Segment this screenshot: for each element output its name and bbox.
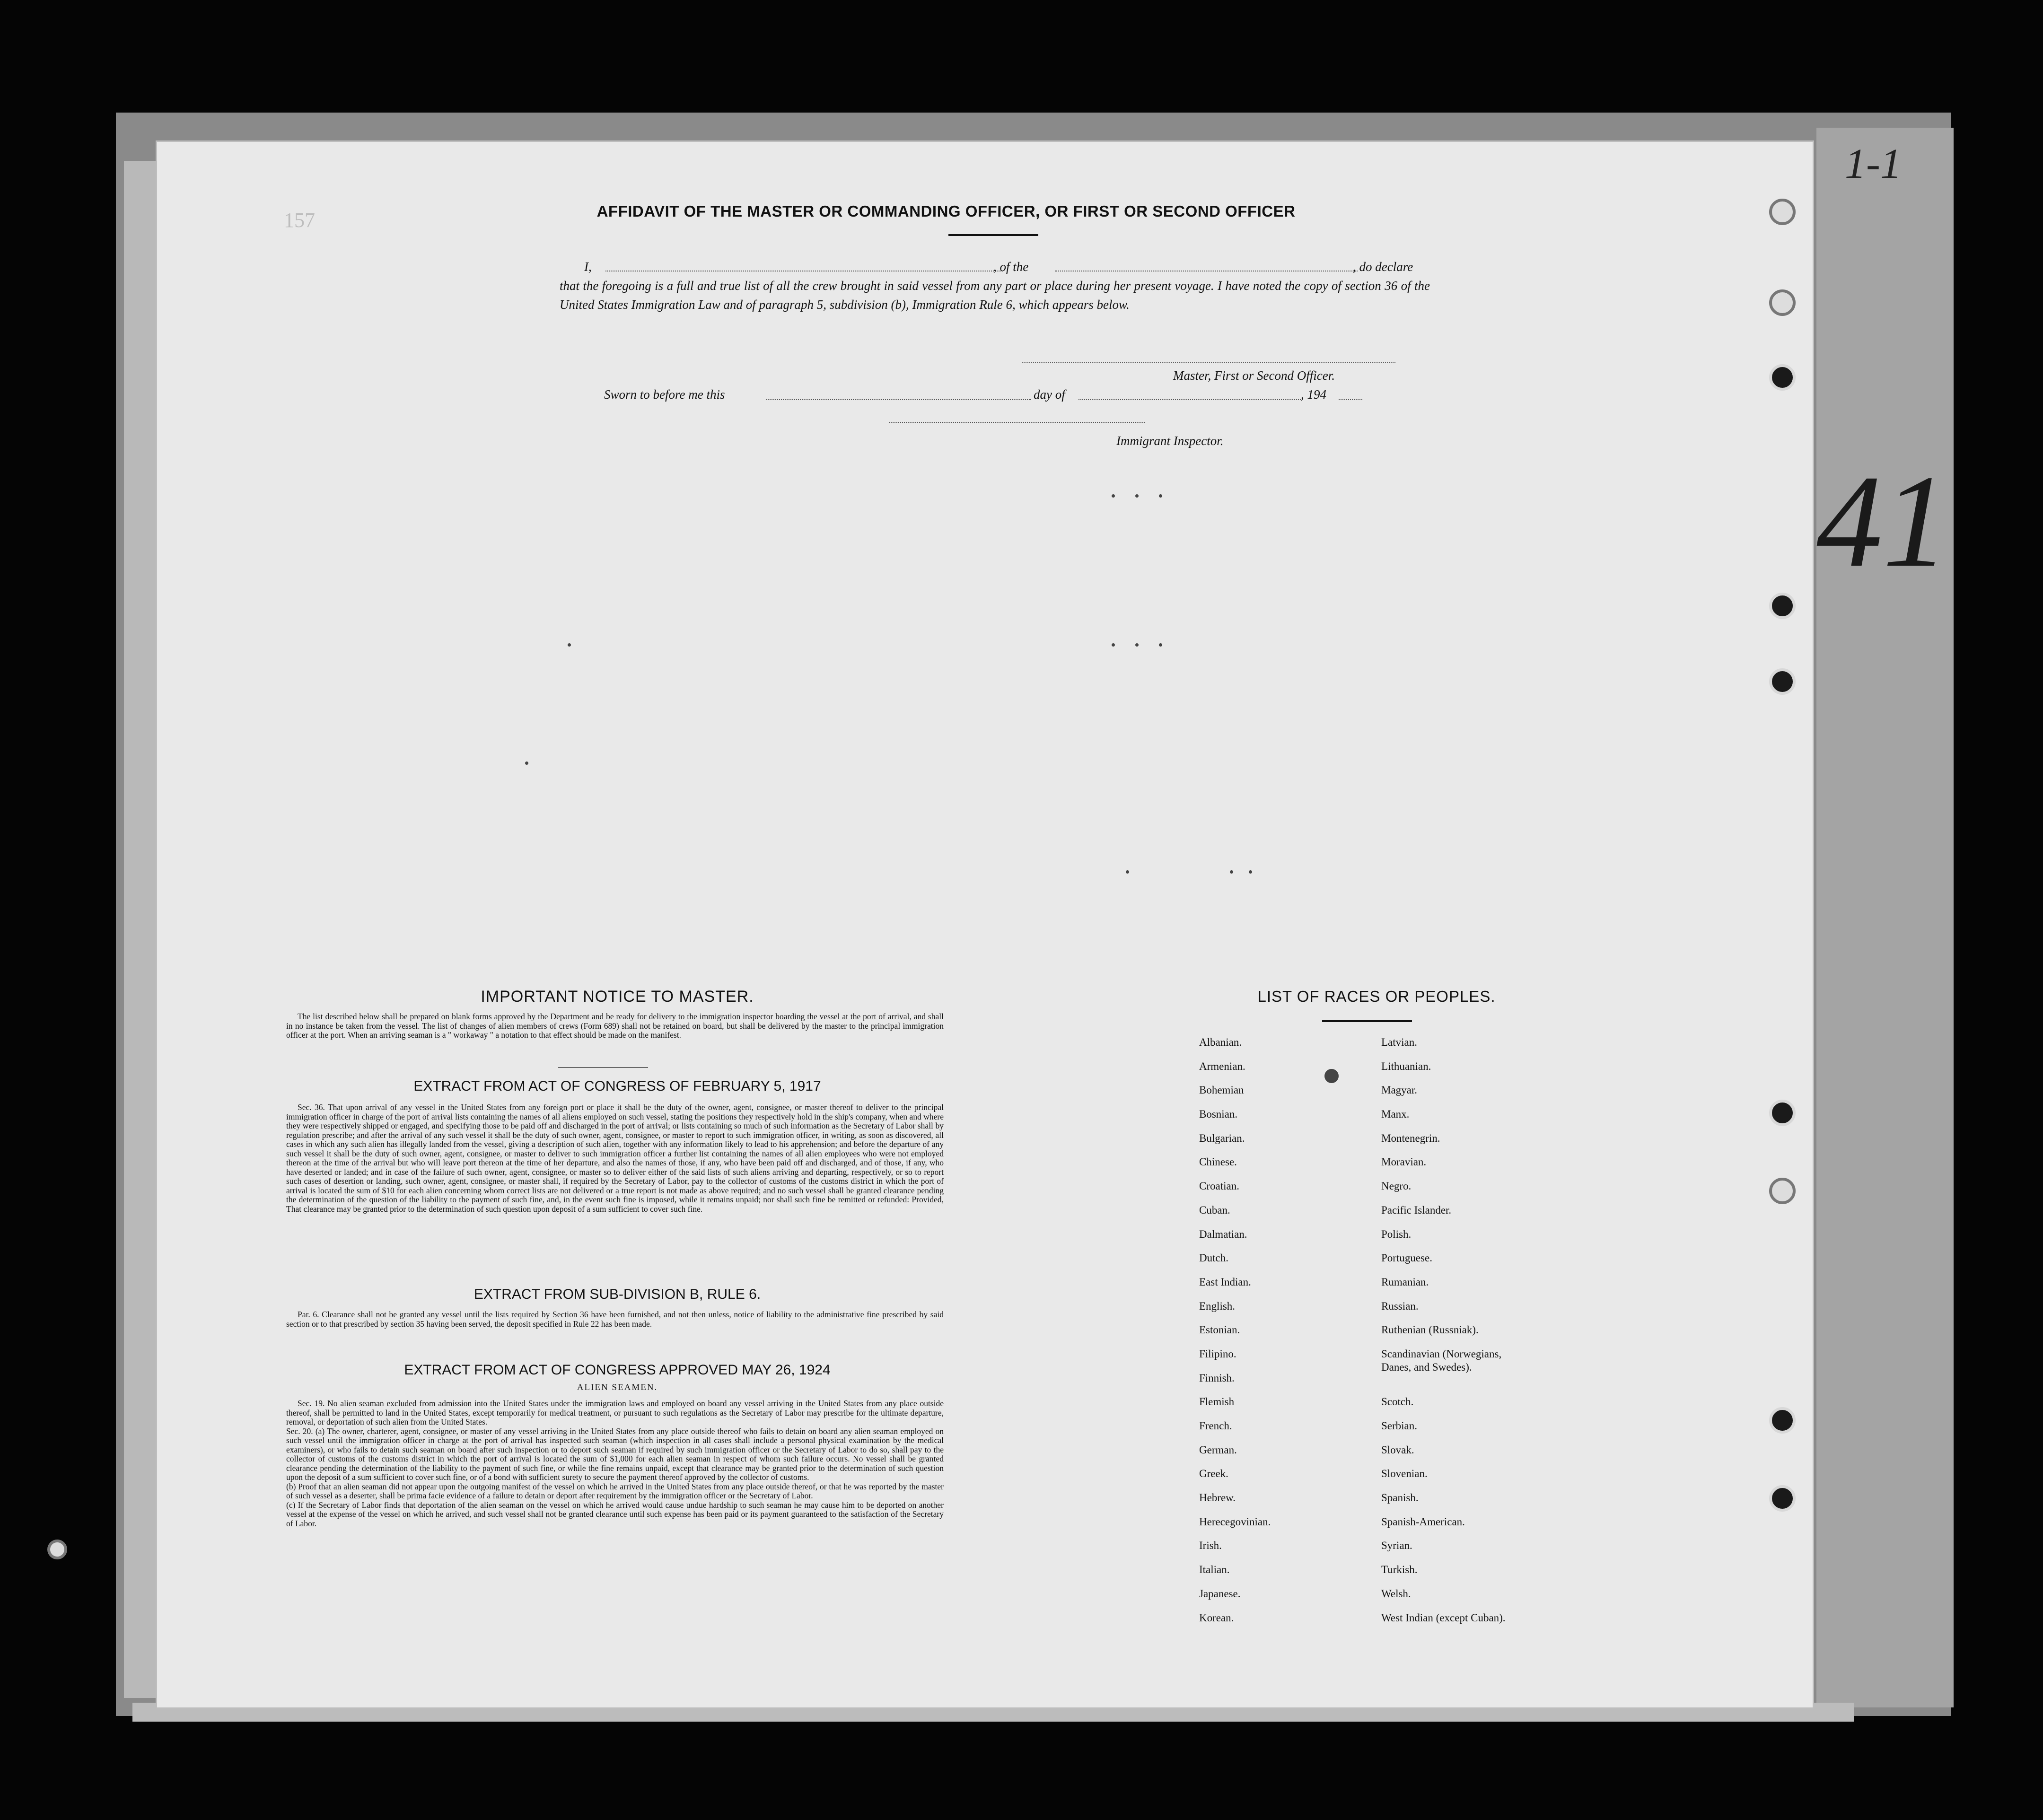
extract-1924-body: Sec. 19. No alien seaman excluded from admission into the United States under the immigration laws and employed on board any vessel arriving in the United States from any place outside thereof, shall be permitted to land in the United States, except temporarily for medical treatment, or pursuant to such regulations as the Secretary of Labor may prescribe for the ultimate departure, removal, or deportation of such alien from the United States. Sec. 20. (a) The owner, charterer, agent, consignee, or master of any vessel arriving in the United States from any place outside thereof who fails to detain on board any alien seaman employed on such vessel until the immigration officer in charge at the port of arrival has inspected such seaman (which inspection in all cases shall include a personal physical examination by the medical examiners), or who fails to detain such seaman on board after such inspection or to deport such seaman if required by such immigration officer or the Secretary of Labor to do so, shall pay to the collector of customs of the customs district in which the port of arrival is located the sum of $1,000 for each alien seaman in respect of whom such failure occurs. No vessel shall be granted clearance pending the determination of the liability to the payment of such fine, or while the fine remains unpaid, except that clearance may be granted prior to the determination of such question upon the deposit of a sum sufficient to cover such fine, or of a bond with sufficient surety to secure the payment thereof approved by the collector of customs. (b) Proof that an alien seaman did not appear upon the outgoing manifest of the vessel on which he arrived in the United States from any place outside thereof, or that he was reported by the master of such vessel as a deserter, shall be prima facie evidence of a failure to detain or deport after requirement by the immigration officer or the Secretary of Labor. (c) If the Secretary of Labor finds that deportation of the alien seaman on the vessel on which he arrived would cause undue hardship to such seaman he may cause him to be deported on another vessel at the expense of the vessel on which he arrived, and such vessel shall not be granted clearance until such expense has been paid or its payment guaranteed to the satisfaction of the Secretary of Labor. bbox=[286, 1399, 944, 1528]
punch-hole bbox=[1769, 364, 1796, 391]
race-item: Cuban. bbox=[1199, 1204, 1230, 1216]
race-item: Irish. bbox=[1199, 1540, 1222, 1552]
notice-body: The list described below shall be prepared on blank forms approved by the Department and be ready for delivery to the immigration inspector boarding the vessel at the port of arrival, and shall in no instance be taken from the vessel. The list of changes of alien members of crews (Form 689) shall not be retained on board, but shall be delivered by the master to the principal immigration officer at the port. When an arriving seaman is a " workaway " a notation to that effect should be made on the manifest. bbox=[286, 1012, 944, 1040]
race-item: Portuguese. bbox=[1381, 1252, 1432, 1264]
affidavit-of-the: , of the bbox=[993, 260, 1029, 274]
year-text: , 194 bbox=[1301, 387, 1326, 402]
race-item: Montenegrin. bbox=[1381, 1132, 1440, 1144]
bleed-mark bbox=[1135, 643, 1139, 647]
race-item: Turkish. bbox=[1381, 1564, 1418, 1576]
master-caption: Master, First or Second Officer. bbox=[1173, 368, 1335, 383]
race-item: Magyar. bbox=[1381, 1084, 1418, 1096]
punch-hole bbox=[1769, 668, 1796, 695]
race-item: East Indian. bbox=[1199, 1276, 1251, 1288]
alien-seamen-subheading: ALIEN SEAMEN. bbox=[577, 1382, 658, 1392]
sworn-month-blank[interactable] bbox=[1078, 399, 1301, 400]
affidavit-title: AFFIDAVIT OF THE MASTER OR COMMANDING OFFICER, OR FIRST OR SECOND OFFICER bbox=[596, 202, 1296, 220]
bleed-mark bbox=[1135, 494, 1139, 498]
race-item: Negro. bbox=[1381, 1180, 1412, 1192]
race-item: Welsh. bbox=[1381, 1587, 1411, 1600]
race-item: German. bbox=[1199, 1444, 1237, 1456]
bleed-mark bbox=[1112, 494, 1115, 498]
race-item: Ruthenian (Russniak). bbox=[1381, 1324, 1479, 1336]
race-item: Polish. bbox=[1381, 1228, 1412, 1240]
punch-hole bbox=[1769, 199, 1796, 225]
race-item: Japanese. bbox=[1199, 1587, 1241, 1600]
affidavit-do-declare: , do declare bbox=[1353, 260, 1413, 274]
rule6-heading: EXTRACT FROM SUB-DIVISION B, RULE 6. bbox=[473, 1286, 761, 1302]
punch-hole bbox=[1769, 1485, 1796, 1512]
day-of-text: day of bbox=[1034, 387, 1065, 402]
year-blank[interactable] bbox=[1339, 399, 1362, 400]
race-item: Scandinavian (Norwegians, Danes, and Swedes). bbox=[1381, 1348, 1502, 1373]
race-item: Moravian. bbox=[1381, 1156, 1427, 1168]
race-item: Scotch. bbox=[1381, 1396, 1414, 1408]
bleed-mark bbox=[1126, 870, 1129, 874]
race-item: Italian. bbox=[1199, 1564, 1230, 1576]
races-rule bbox=[1322, 1020, 1412, 1022]
affidavit-declaration: that the foregoing is a full and true list of all the crew brought in said vessel from any part or place during her present voyage. I have noted the copy of section 36 of the United States Immigration Law and of paragraph 5, subdivision (b), Immigration Rule 6, which appears below. bbox=[560, 279, 1430, 312]
race-item: Dalmatian. bbox=[1199, 1228, 1247, 1240]
rule6-body: Par. 6. Clearance shall not be granted any vessel until the lists required by Section 36 have been furnished, and not then unless, notice of liability to the administrative fine prescribed by said section or to that prescribed by section 35 having been served, the deposit specified in Rule 22 has been made. bbox=[286, 1310, 944, 1329]
race-item: Flemish bbox=[1199, 1396, 1235, 1408]
bleed-mark bbox=[568, 643, 571, 647]
race-item: Spanish-American. bbox=[1381, 1515, 1465, 1528]
punch-hole bbox=[1769, 1178, 1796, 1204]
race-item: Finnish. bbox=[1199, 1372, 1235, 1384]
race-item: Bohemian bbox=[1199, 1084, 1244, 1096]
bleed-mark bbox=[1324, 1069, 1339, 1083]
notice-heading: IMPORTANT NOTICE TO MASTER. bbox=[481, 988, 754, 1006]
race-item: Russian. bbox=[1381, 1300, 1419, 1312]
punch-hole bbox=[1769, 1407, 1796, 1434]
race-item: Estonian. bbox=[1199, 1324, 1240, 1336]
race-item bbox=[1381, 1372, 1506, 1396]
race-item: West Indian (except Cuban). bbox=[1381, 1611, 1506, 1624]
punch-hole bbox=[1769, 593, 1796, 619]
sworn-text: Sworn to before me this bbox=[604, 387, 725, 402]
race-item: Bosnian. bbox=[1199, 1108, 1238, 1120]
page-edge-left bbox=[124, 161, 157, 1698]
bleed-mark bbox=[1159, 643, 1162, 647]
extract-1924-heading: EXTRACT FROM ACT OF CONGRESS APPROVED MAY 26, 1924 bbox=[404, 1362, 831, 1378]
race-item: Serbian. bbox=[1381, 1420, 1418, 1432]
punch-hole bbox=[1769, 1100, 1796, 1126]
notice-rule bbox=[558, 1067, 648, 1068]
race-item: Rumanian. bbox=[1381, 1276, 1429, 1288]
bleed-mark bbox=[525, 761, 528, 765]
race-item: Korean. bbox=[1199, 1611, 1234, 1624]
back-page-2 bbox=[1816, 128, 1954, 1707]
race-item: French. bbox=[1199, 1420, 1232, 1432]
sworn-day-blank[interactable] bbox=[766, 399, 1031, 400]
race-item: Spanish. bbox=[1381, 1492, 1419, 1504]
race-item: English. bbox=[1199, 1300, 1236, 1312]
race-item: Herecegovinian. bbox=[1199, 1515, 1271, 1528]
bleed-mark bbox=[1159, 494, 1162, 498]
punch-hole bbox=[1769, 289, 1796, 316]
handwritten-number: 41 bbox=[1816, 447, 1949, 595]
corner-number: 157 bbox=[284, 209, 315, 232]
race-item: Pacific Islander. bbox=[1381, 1204, 1452, 1216]
races-left-column bbox=[1199, 1036, 1271, 1635]
extract-1917-heading: EXTRACT FROM ACT OF CONGRESS OF FEBRUARY 5, 1917 bbox=[413, 1078, 821, 1094]
race-item: Dutch. bbox=[1199, 1252, 1228, 1264]
races-right-column bbox=[1381, 1036, 1506, 1635]
bleed-mark bbox=[1249, 870, 1252, 874]
bleed-mark bbox=[1112, 643, 1115, 647]
race-item: Armenian. bbox=[1199, 1060, 1245, 1072]
master-signature-blank[interactable] bbox=[1022, 362, 1395, 363]
race-item: Croatian. bbox=[1199, 1180, 1239, 1192]
inspector-signature-blank[interactable] bbox=[889, 422, 1145, 423]
affidavit-i: I, bbox=[584, 260, 592, 274]
races-heading: LIST OF RACES OR PEOPLES. bbox=[1257, 988, 1496, 1005]
race-item: Syrian. bbox=[1381, 1540, 1412, 1552]
extract-1917-body: Sec. 36. That upon arrival of any vessel in the United States from any foreign port or place it shall be the duty of the owner, agent, consignee, or master thereof to deliver to the principal immigration officer in charge of the port of arrival lists containing the names of all aliens employed on such vessel, stating the positions they respectively hold in the ship's company, when and where they were respectively shipped or engaged, and specifying those to be paid off and discharged in the port of arrival; or lists containing so much of such information as the Secretary of Labor shall by regulation prescribe; and after the arrival of any such vessel it shall be the duty of such owner, agent, consignee, or master to report to such immigration officer, in writing, as soon as discovered, all cases in which any such alien has illegally landed from the vessel, giving a description of such alien, together with any information likely to lead to his apprehension; and before the departure of any such vessel it shall be the duty of such owner, agent, consignee, or master to deliver to such immigration officer a further list containing the names of all alien employees who were not employed thereon at the time of the arrival but who will leave port thereon at the time of her departure, and also the names of those, if any, who have been paid off and discharged, and of those, if any, who have deserted or landed; and in case of the failure of such owner, agent, consignee, or master so to deliver either of the said lists of such aliens arriving and departing, respectively, or so to report such cases of desertion or landing, such owner, agent, consignee, or master shall, if required by the Secretary of Labor, pay to the collector of customs of the customs district in which the port of arrival is located the sum of $10 for each alien concerning whom correct lists are not delivered or a true report is not made as above required; and no such vessel shall be granted clearance pending the determination of the question of the liability to the payment of such fine, and, in the event such fine is imposed, while it remains unpaid; nor shall such fine be remitted or refunded: Provided, That clearance may be granted prior to the determination of such question upon deposit of a sum sufficient to cover such fine. bbox=[286, 1102, 944, 1214]
punch-hole bbox=[47, 1540, 67, 1559]
inspector-caption: Immigrant Inspector. bbox=[1116, 434, 1224, 448]
handwritten-mark: 1-1 bbox=[1845, 140, 1902, 187]
race-item: Bulgarian. bbox=[1199, 1132, 1245, 1144]
race-item: Albanian. bbox=[1199, 1036, 1242, 1048]
race-item: Latvian. bbox=[1381, 1036, 1417, 1048]
race-item: Greek. bbox=[1199, 1468, 1228, 1480]
race-item: Chinese. bbox=[1199, 1156, 1237, 1168]
title-rule bbox=[948, 234, 1038, 236]
race-item: Lithuanian. bbox=[1381, 1060, 1431, 1072]
bleed-mark bbox=[1230, 870, 1233, 874]
race-item: Hebrew. bbox=[1199, 1492, 1236, 1504]
race-item: Slovak. bbox=[1381, 1444, 1414, 1456]
race-item: Slovenian. bbox=[1381, 1468, 1428, 1480]
race-item: Manx. bbox=[1381, 1108, 1410, 1120]
race-item: Filipino. bbox=[1199, 1348, 1236, 1360]
